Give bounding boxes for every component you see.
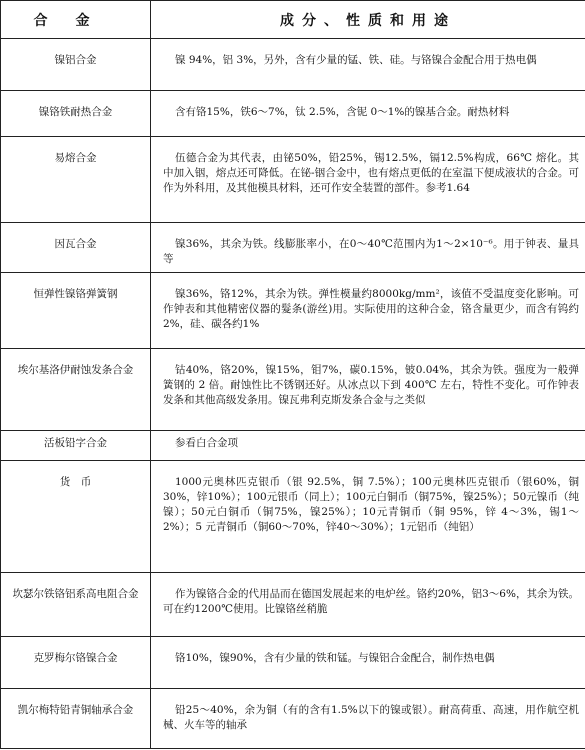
alloy-description: 参看白合金项	[151, 431, 585, 461]
table-row	[1, 637, 585, 689]
alloy-name: 易熔合金	[1, 137, 151, 223]
table-row	[1, 273, 585, 349]
alloy-name: 镍铬铁耐热合金	[1, 91, 151, 137]
table-row	[1, 137, 585, 223]
alloy-name: 克罗梅尔铬镍合金	[1, 637, 151, 689]
alloy-description: 镍 94%，铝 3%，另外，含有少量的锰、铁、硅。与铬镍合金配合用于热电偶	[151, 39, 585, 91]
alloy-name: 恒弹性镍铬弹簧钢	[1, 273, 151, 349]
alloy-description: 伍德合金为其代表，由铋50%，铅25%，锡12.5%，镉12.5%构成，66℃ 熔化。其中加入铟，熔点还可降低。在铋-铟合金中，也有熔点更低的在室温下便成液状的合金。可作为外科用，及其他模具材料，还可作安全装置的部件。参考1.64	[151, 137, 585, 223]
alloy-description: 钴40%，铬20%，镍15%，钼7%，碳0.15%，铍0.04%，其余为铁。强度为一般弹簧钢的 2 倍。耐蚀性比不锈钢还好。从冰点以下到 400℃ 左右，特性不变化。可作钟表发条和其他高级发条用。镍瓦弗利克斯发条合金与之类似	[151, 349, 585, 431]
alloy-description: 镍36%，铬12%，其余为铁。弹性模量约8000kg/mm²，该值不受温度变化影响。可作钟表和其他精密仪器的髮条(游丝)用。实际使用的这种合金，铬含量更少，而含有钨约2%，硅、碳各约1%	[151, 273, 585, 349]
alloy-name: 凯尔梅特铅青铜轴承合金	[1, 689, 151, 749]
alloy-description: 作为镍铬合金的代用品而在德国发展起来的电炉丝。铬约20%，铝3～6%，其余为铁。可在约1200℃使用。比镍铬丝稍脆	[151, 573, 585, 637]
table-row	[1, 39, 585, 91]
alloy-name: 因瓦合金	[1, 223, 151, 273]
table-row	[1, 573, 585, 637]
table-row	[1, 91, 585, 137]
alloy-description: 镍36%，其余为铁。线膨胀率小，在0～40℃范围内为1～2×10⁻⁶。用于钟表、量具等	[151, 223, 585, 273]
header-description: 成分、性质和用途	[151, 1, 585, 39]
alloy-description: 含有铬15%，铁6～7%，钛 2.5%，含铌 0～1%的镍基合金。耐热材料	[151, 91, 585, 137]
alloy-name: 埃尔基洛伊耐蚀发条合金	[1, 349, 151, 431]
alloy-description: 1000元奥林匹克银币（银 92.5%，铜 7.5%）；100元奥林匹克银币（银60%，铜30%，锌10%）；100元银币（同上）；100元白铜币（铜75%，镍25%）；50元镍币（纯镍）；50元白铜币（铜75%，镍25%）；10元青铜币（铜 95%，锌 4～3%，锡1～2%）；5 元青铜币（铜60～70%，锌40～30%）；1元铝币（纯铝）	[151, 461, 585, 573]
table-row	[1, 223, 585, 273]
alloy-description: 铅25～40%，余为铜（有的含有1.5%以下的镍或银）。耐高荷重、高速，用作航空机械、火车等的轴承	[151, 689, 585, 749]
table-row	[1, 461, 585, 573]
alloy-name: 货 币	[1, 461, 151, 573]
table-row	[1, 431, 585, 461]
table-row	[1, 349, 585, 431]
header-alloy: 合金	[1, 1, 151, 39]
table-row	[1, 689, 585, 749]
alloy-name: 坎瑟尔铁铬铝系高电阻合金	[1, 573, 151, 637]
table-header-row	[1, 1, 585, 39]
alloy-name: 镍铝合金	[1, 39, 151, 91]
alloy-description: 铬10%，镍90%，含有少量的铁和锰。与镍铝合金配合，制作热电偶	[151, 637, 585, 689]
alloy-name: 活板铅字合金	[1, 431, 151, 461]
